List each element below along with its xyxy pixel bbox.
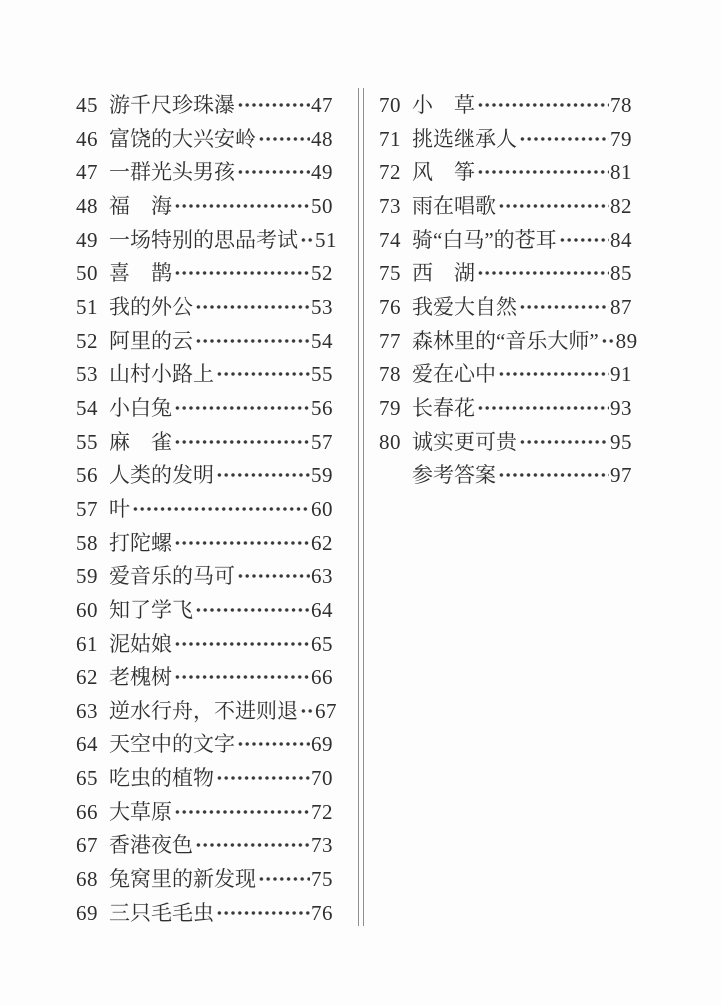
toc-entry-page: 53 — [311, 294, 333, 319]
toc-entry-page: 81 — [610, 160, 632, 185]
dot-leader — [498, 362, 609, 386]
toc-entry-page: 59 — [311, 463, 333, 488]
toc-entry-number: 72 — [379, 160, 401, 185]
dot-leader — [237, 93, 310, 117]
toc-entry — [76, 295, 333, 329]
toc-entry-number: 78 — [379, 362, 401, 387]
toc-entry — [76, 698, 337, 733]
toc-entry — [76, 901, 333, 935]
toc-entry-number: 47 — [76, 160, 98, 185]
dot-leader — [258, 867, 310, 891]
toc-entry-title: 人类的发明 — [109, 463, 214, 488]
toc-entry-title: 大草原 — [109, 799, 172, 824]
toc-entry — [76, 598, 333, 632]
toc-entry-page: 56 — [311, 395, 333, 420]
dot-leader — [216, 463, 310, 487]
toc-entry-number: 45 — [76, 93, 98, 117]
toc-entry-page: 52 — [311, 261, 333, 286]
toc-entry-number: 46 — [76, 126, 98, 151]
toc-entry-title: 三只毛毛虫 — [109, 900, 214, 925]
toc-entry-page: 69 — [311, 732, 333, 757]
toc-entry-title: 西 湖 — [412, 261, 475, 286]
toc-entry — [76, 632, 333, 666]
toc-entry-title: 福 海 — [109, 193, 172, 218]
toc-entry — [76, 329, 333, 363]
toc-entry-number: 67 — [76, 833, 98, 858]
toc-entry-page: 55 — [311, 362, 333, 387]
toc-entry-number: 74 — [379, 227, 401, 252]
toc-entry-title: 爱音乐的马可 — [109, 564, 235, 589]
toc-entry-number: 80 — [379, 429, 401, 454]
toc-entry-number: 55 — [76, 429, 98, 454]
toc-entry-page: 63 — [311, 564, 333, 589]
dot-leader — [174, 430, 310, 454]
toc-entry-page: 64 — [311, 597, 333, 622]
toc-entry-page: 50 — [311, 193, 333, 218]
toc-entry — [76, 430, 333, 464]
dot-leader — [519, 127, 609, 151]
toc-entry-number: 61 — [76, 631, 98, 656]
toc-entry-page: 62 — [311, 530, 333, 555]
toc-entry — [76, 867, 333, 901]
toc-entry-title: 山村小路上 — [109, 362, 214, 387]
toc-entry — [379, 463, 632, 497]
dot-leader — [237, 732, 310, 756]
toc-entry-title: 天空中的文字 — [109, 732, 235, 757]
toc-entry-number: 56 — [76, 463, 98, 488]
dot-leader — [195, 598, 310, 622]
dot-leader — [477, 261, 609, 285]
dot-leader — [174, 396, 310, 420]
toc-entry-page: 79 — [610, 126, 632, 151]
toc-entry-page: 73 — [311, 833, 333, 858]
dot-leader — [300, 699, 314, 723]
toc-entry-page: 75 — [311, 867, 333, 892]
toc-entry — [379, 194, 632, 228]
toc-entry-page: 60 — [311, 496, 333, 521]
toc-entry — [76, 127, 333, 161]
column-divider — [358, 88, 364, 926]
dot-leader — [174, 800, 310, 824]
toc-entry-title: 阿里的云 — [109, 328, 193, 353]
toc-entry-number: 65 — [76, 766, 98, 791]
toc-entry — [379, 127, 632, 161]
dot-leader — [237, 160, 310, 184]
toc-entry — [379, 160, 632, 194]
dot-leader — [216, 362, 310, 386]
dot-leader — [195, 295, 310, 319]
toc-entry — [379, 261, 632, 295]
toc-entry-page: 93 — [610, 395, 632, 420]
toc-entry-page: 87 — [610, 294, 632, 319]
toc-entry-number: 54 — [76, 395, 98, 420]
toc-entry-title: 一群光头男孩 — [109, 160, 235, 185]
toc-entry-title: 风 筝 — [412, 160, 475, 185]
toc-entry-number: 48 — [76, 193, 98, 218]
toc-entry — [379, 362, 632, 396]
toc-entry-page: 95 — [610, 429, 632, 454]
dot-leader — [519, 430, 609, 454]
toc-entry-number: 77 — [379, 328, 401, 353]
toc-entry — [76, 800, 333, 834]
dot-leader — [174, 632, 310, 656]
toc-entry-number: 58 — [76, 530, 98, 555]
toc-entry — [379, 430, 632, 464]
toc-entry-number: 62 — [76, 665, 98, 690]
toc-entry-number: 68 — [76, 867, 98, 892]
toc-entry-number: 63 — [76, 698, 98, 723]
toc-entry — [76, 497, 333, 531]
toc-entry-number: 64 — [76, 732, 98, 757]
toc-entry-title: 我的外公 — [109, 294, 193, 319]
toc-entry-page: 76 — [311, 900, 333, 925]
toc-entry — [76, 833, 333, 867]
toc-entry-number: 69 — [76, 900, 98, 925]
toc-entry-number: 79 — [379, 395, 401, 420]
toc-column-left — [76, 93, 337, 934]
toc-entry-number: 73 — [379, 193, 401, 218]
toc-entry-title: 挑选继承人 — [412, 126, 517, 151]
toc-entry-number: 51 — [76, 294, 98, 319]
toc-entry-page: 66 — [311, 665, 333, 690]
toc-entry — [379, 396, 632, 430]
toc-entry-title: 香港夜色 — [109, 833, 193, 858]
toc-entry-title: 爱在心中 — [412, 362, 496, 387]
toc-entry-page: 70 — [311, 766, 333, 791]
toc-entry-page: 85 — [610, 261, 632, 286]
dot-leader — [477, 396, 609, 420]
toc-entry-title: 长春花 — [412, 395, 475, 420]
toc-entry — [76, 665, 333, 699]
toc-entry-title: 骑“白马”的苍耳 — [412, 227, 557, 252]
toc-entry-number: 52 — [76, 328, 98, 353]
dot-leader — [174, 665, 310, 689]
toc-entry-title: 打陀螺 — [109, 530, 172, 555]
toc-entry-number: 71 — [379, 126, 401, 151]
toc-entry — [76, 766, 333, 800]
toc-entry — [379, 295, 632, 329]
toc-column-right — [379, 93, 638, 497]
toc-entry — [76, 261, 333, 295]
toc-entry-number: 53 — [76, 362, 98, 387]
toc-entry-page: 78 — [610, 93, 632, 117]
toc-entry — [76, 93, 333, 127]
toc-entry-page: 97 — [610, 463, 632, 488]
dot-leader — [237, 564, 310, 588]
toc-entry-page: 67 — [315, 698, 337, 723]
toc-entry-title: 喜 鹊 — [109, 261, 172, 286]
toc-entry — [76, 564, 333, 598]
toc-entry-number: 57 — [76, 496, 98, 521]
toc-entry-title: 一场特别的思品考试 — [109, 227, 298, 252]
toc-entry-title: 吃虫的植物 — [109, 766, 214, 791]
dot-leader — [132, 497, 310, 521]
dot-leader — [258, 127, 310, 151]
dot-leader — [195, 833, 310, 857]
toc-entry-number: 49 — [76, 227, 98, 252]
toc-entry-page: 72 — [311, 799, 333, 824]
dot-leader — [477, 93, 609, 117]
dot-leader — [601, 329, 615, 353]
dot-leader — [195, 329, 310, 353]
toc-entry-title: 我爱大自然 — [412, 294, 517, 319]
toc-entry-title: 富饶的大兴安岭 — [109, 126, 256, 151]
dot-leader — [559, 228, 609, 252]
toc-entry-page: 54 — [311, 328, 333, 353]
toc-entry-title: 雨在唱歌 — [412, 193, 496, 218]
toc-entry-page: 84 — [610, 227, 632, 252]
toc-entry-title: 泥姑娘 — [109, 631, 172, 656]
toc-entry-number: 59 — [76, 564, 98, 589]
toc-entry-page: 82 — [610, 193, 632, 218]
toc-entry-title: 逆水行舟，不进则退 — [109, 698, 298, 723]
toc-entry-page: 91 — [610, 362, 632, 387]
dot-leader — [216, 766, 310, 790]
dot-leader — [498, 463, 609, 487]
toc-entry — [76, 227, 337, 262]
toc-entry — [76, 362, 333, 396]
toc-entry — [379, 228, 632, 262]
toc-entry-title: 参考答案 — [412, 463, 496, 488]
toc-entry-number: 66 — [76, 799, 98, 824]
toc-entry-title: 森林里的“音乐大师” — [412, 328, 599, 353]
toc-entry-title: 兔窝里的新发现 — [109, 867, 256, 892]
toc-entry-title: 游千尺珍珠瀑 — [109, 93, 235, 117]
toc-entry — [76, 160, 333, 194]
toc-entry-title: 小白兔 — [109, 395, 172, 420]
toc-entry — [379, 93, 632, 127]
dot-leader — [498, 194, 609, 218]
dot-leader — [174, 261, 310, 285]
toc-entry — [76, 732, 333, 766]
toc-entry-title: 麻 雀 — [109, 429, 172, 454]
toc-entry — [76, 396, 333, 430]
toc-entry-title: 诚实更可贵 — [412, 429, 517, 454]
toc-entry-number: 70 — [379, 93, 401, 117]
toc-entry-title: 知了学飞 — [109, 597, 193, 622]
toc-entry — [76, 463, 333, 497]
dot-leader — [519, 295, 609, 319]
toc-entry-title: 小 草 — [412, 93, 475, 117]
toc-entry-number: 75 — [379, 261, 401, 286]
toc-entry — [76, 194, 333, 228]
toc-entry-page: 51 — [315, 227, 337, 252]
toc-entry-page: 48 — [311, 126, 333, 151]
dot-leader — [174, 194, 310, 218]
toc-entry-title: 叶 — [109, 496, 130, 521]
toc-entry — [379, 328, 638, 363]
toc-entry-page: 49 — [311, 160, 333, 185]
toc-entry-number: 50 — [76, 261, 98, 286]
toc-entry-page: 57 — [311, 429, 333, 454]
toc-entry-page: 65 — [311, 631, 333, 656]
dot-leader — [174, 531, 310, 555]
toc-entry-title: 老槐树 — [109, 665, 172, 690]
dot-leader — [216, 901, 310, 925]
toc-entry — [76, 531, 333, 565]
dot-leader — [300, 228, 314, 252]
toc-entry-page: 89 — [615, 328, 638, 353]
toc-entry-number: 60 — [76, 597, 98, 622]
toc-entry-number: 76 — [379, 294, 401, 319]
dot-leader — [477, 160, 609, 184]
toc-entry-page: 47 — [311, 93, 333, 117]
